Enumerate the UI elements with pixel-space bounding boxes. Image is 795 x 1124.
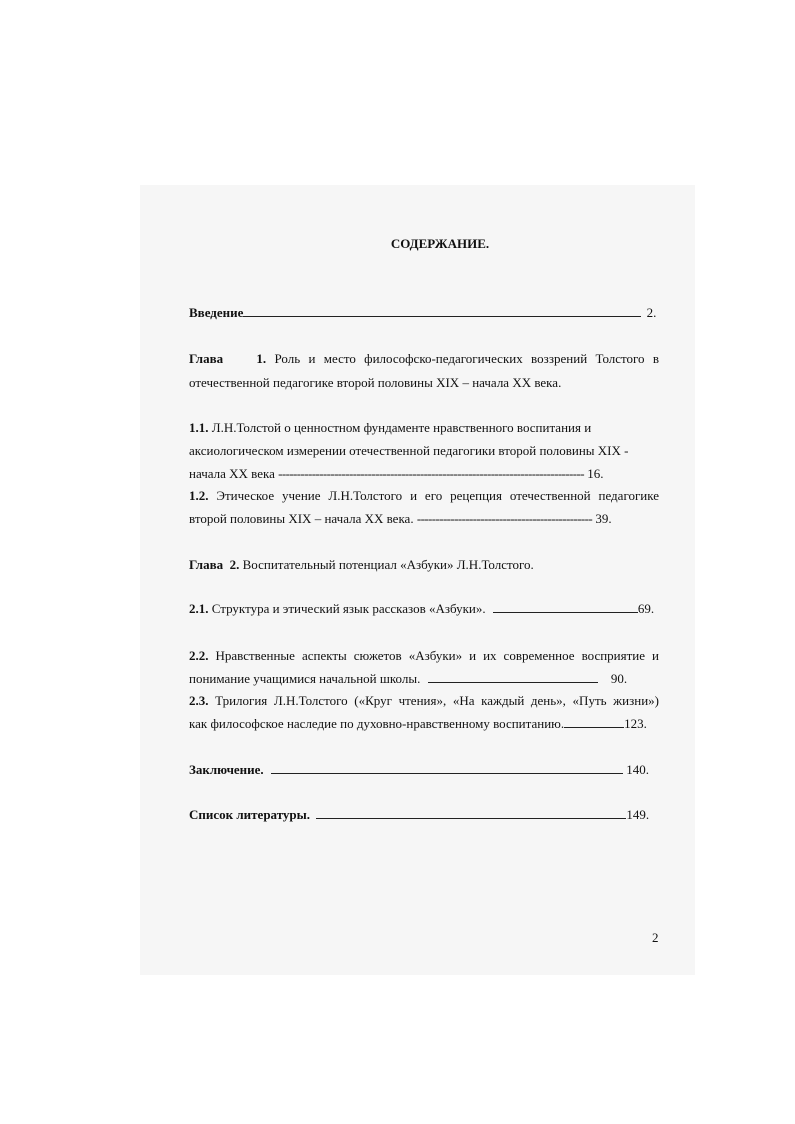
leader-line — [243, 305, 641, 317]
sec11-number: 1.1. — [189, 420, 209, 435]
sec11-line3 — [189, 466, 603, 482]
sec11-title-3: начала XX века — [189, 466, 275, 481]
chapter2-title: Воспитательный потенциал «Азбуки» Л.Н.Толстого. — [242, 557, 534, 572]
leader-line — [316, 807, 626, 819]
sec12-title-1: Этическое учение Л.Н.Толстого и его рецепция отечественной педагогике — [216, 488, 660, 503]
dash-leader: ---------------------------------------------------------------------------------- — [278, 466, 584, 481]
page-number: 2 — [652, 930, 659, 945]
sec23-line1 — [189, 693, 659, 709]
chapter2-label: Глава — [189, 557, 224, 572]
sec22-line1 — [189, 648, 659, 664]
sec23-title-1: Трилогия Л.Н.Толстого («Круг чтения», «На каждый день», «Путь жизни») — [215, 693, 659, 708]
leader-line — [428, 671, 598, 683]
sec12-number: 1.2. — [189, 488, 209, 503]
sec21-title: Структура и этический язык рассказов «Азбуки». — [211, 601, 486, 616]
chapter1-label: Глава — [189, 351, 224, 366]
sec11-line1 — [189, 420, 591, 436]
sec23-line2 — [189, 716, 647, 732]
leader-line — [564, 716, 624, 728]
sec23-page: 123. — [624, 716, 647, 731]
sec12-page: 39. — [595, 511, 612, 526]
bibliography-label: Список литературы. — [189, 807, 311, 822]
chapter2-number: 2. — [229, 557, 240, 572]
sec23-title-2: как философское наследие по духовно-нравственному воспитанию. — [189, 716, 565, 731]
chapter2-entry — [189, 557, 534, 573]
sec11-title-1: Л.Н.Толстой о ценностном фундаменте нравственного воспитания и — [211, 420, 592, 435]
sec22-title-2: понимание учащимися начальной школы. — [189, 671, 421, 686]
sec12-title-2: второй половины XIX – начала XX века. — [189, 511, 414, 526]
chapter1-title-1: Роль и место философско-педагогических воззрений Толстого в — [274, 351, 660, 366]
toc-entry-intro — [189, 305, 656, 321]
page-sheet — [140, 185, 695, 975]
sec21-entry — [189, 601, 654, 617]
leader-line — [493, 601, 638, 613]
sec12-line1 — [189, 488, 659, 504]
chapter1-number: 1. — [256, 351, 267, 366]
sec21-page: 69. — [637, 601, 655, 616]
toc-entry-conclusion — [189, 762, 649, 778]
sec22-page: 90. — [610, 671, 628, 686]
conclusion-page: 140. — [626, 762, 649, 777]
sec23-number: 2.3. — [189, 693, 209, 708]
toc-entry-bibliography — [189, 807, 649, 823]
bibliography-page: 149. — [626, 807, 650, 822]
dash-leader: ----------------------------------------------- — [416, 511, 593, 526]
page-title: СОДЕРЖАНИЕ. — [390, 236, 490, 251]
sec11-line2: аксиологическом измерении отечественной педагогики второй половины XIX - — [189, 443, 629, 458]
leader-line — [271, 762, 623, 774]
sec22-line2 — [189, 671, 627, 687]
conclusion-label: Заключение. — [189, 762, 264, 777]
sec22-title-1: Нравственные аспекты сюжетов «Азбуки» и их современное восприятие и — [215, 648, 659, 663]
intro-label: Введение — [189, 305, 244, 320]
chapter1-line1 — [189, 351, 659, 367]
sec11-page: 16. — [587, 466, 604, 481]
sec22-number: 2.2. — [189, 648, 209, 663]
chapter1-line2: отечественной педагогике второй половины XIX – начала XX века. — [189, 375, 562, 390]
sec21-number: 2.1. — [189, 601, 209, 616]
sec12-line2 — [189, 511, 612, 527]
intro-page: 2. — [646, 305, 657, 320]
